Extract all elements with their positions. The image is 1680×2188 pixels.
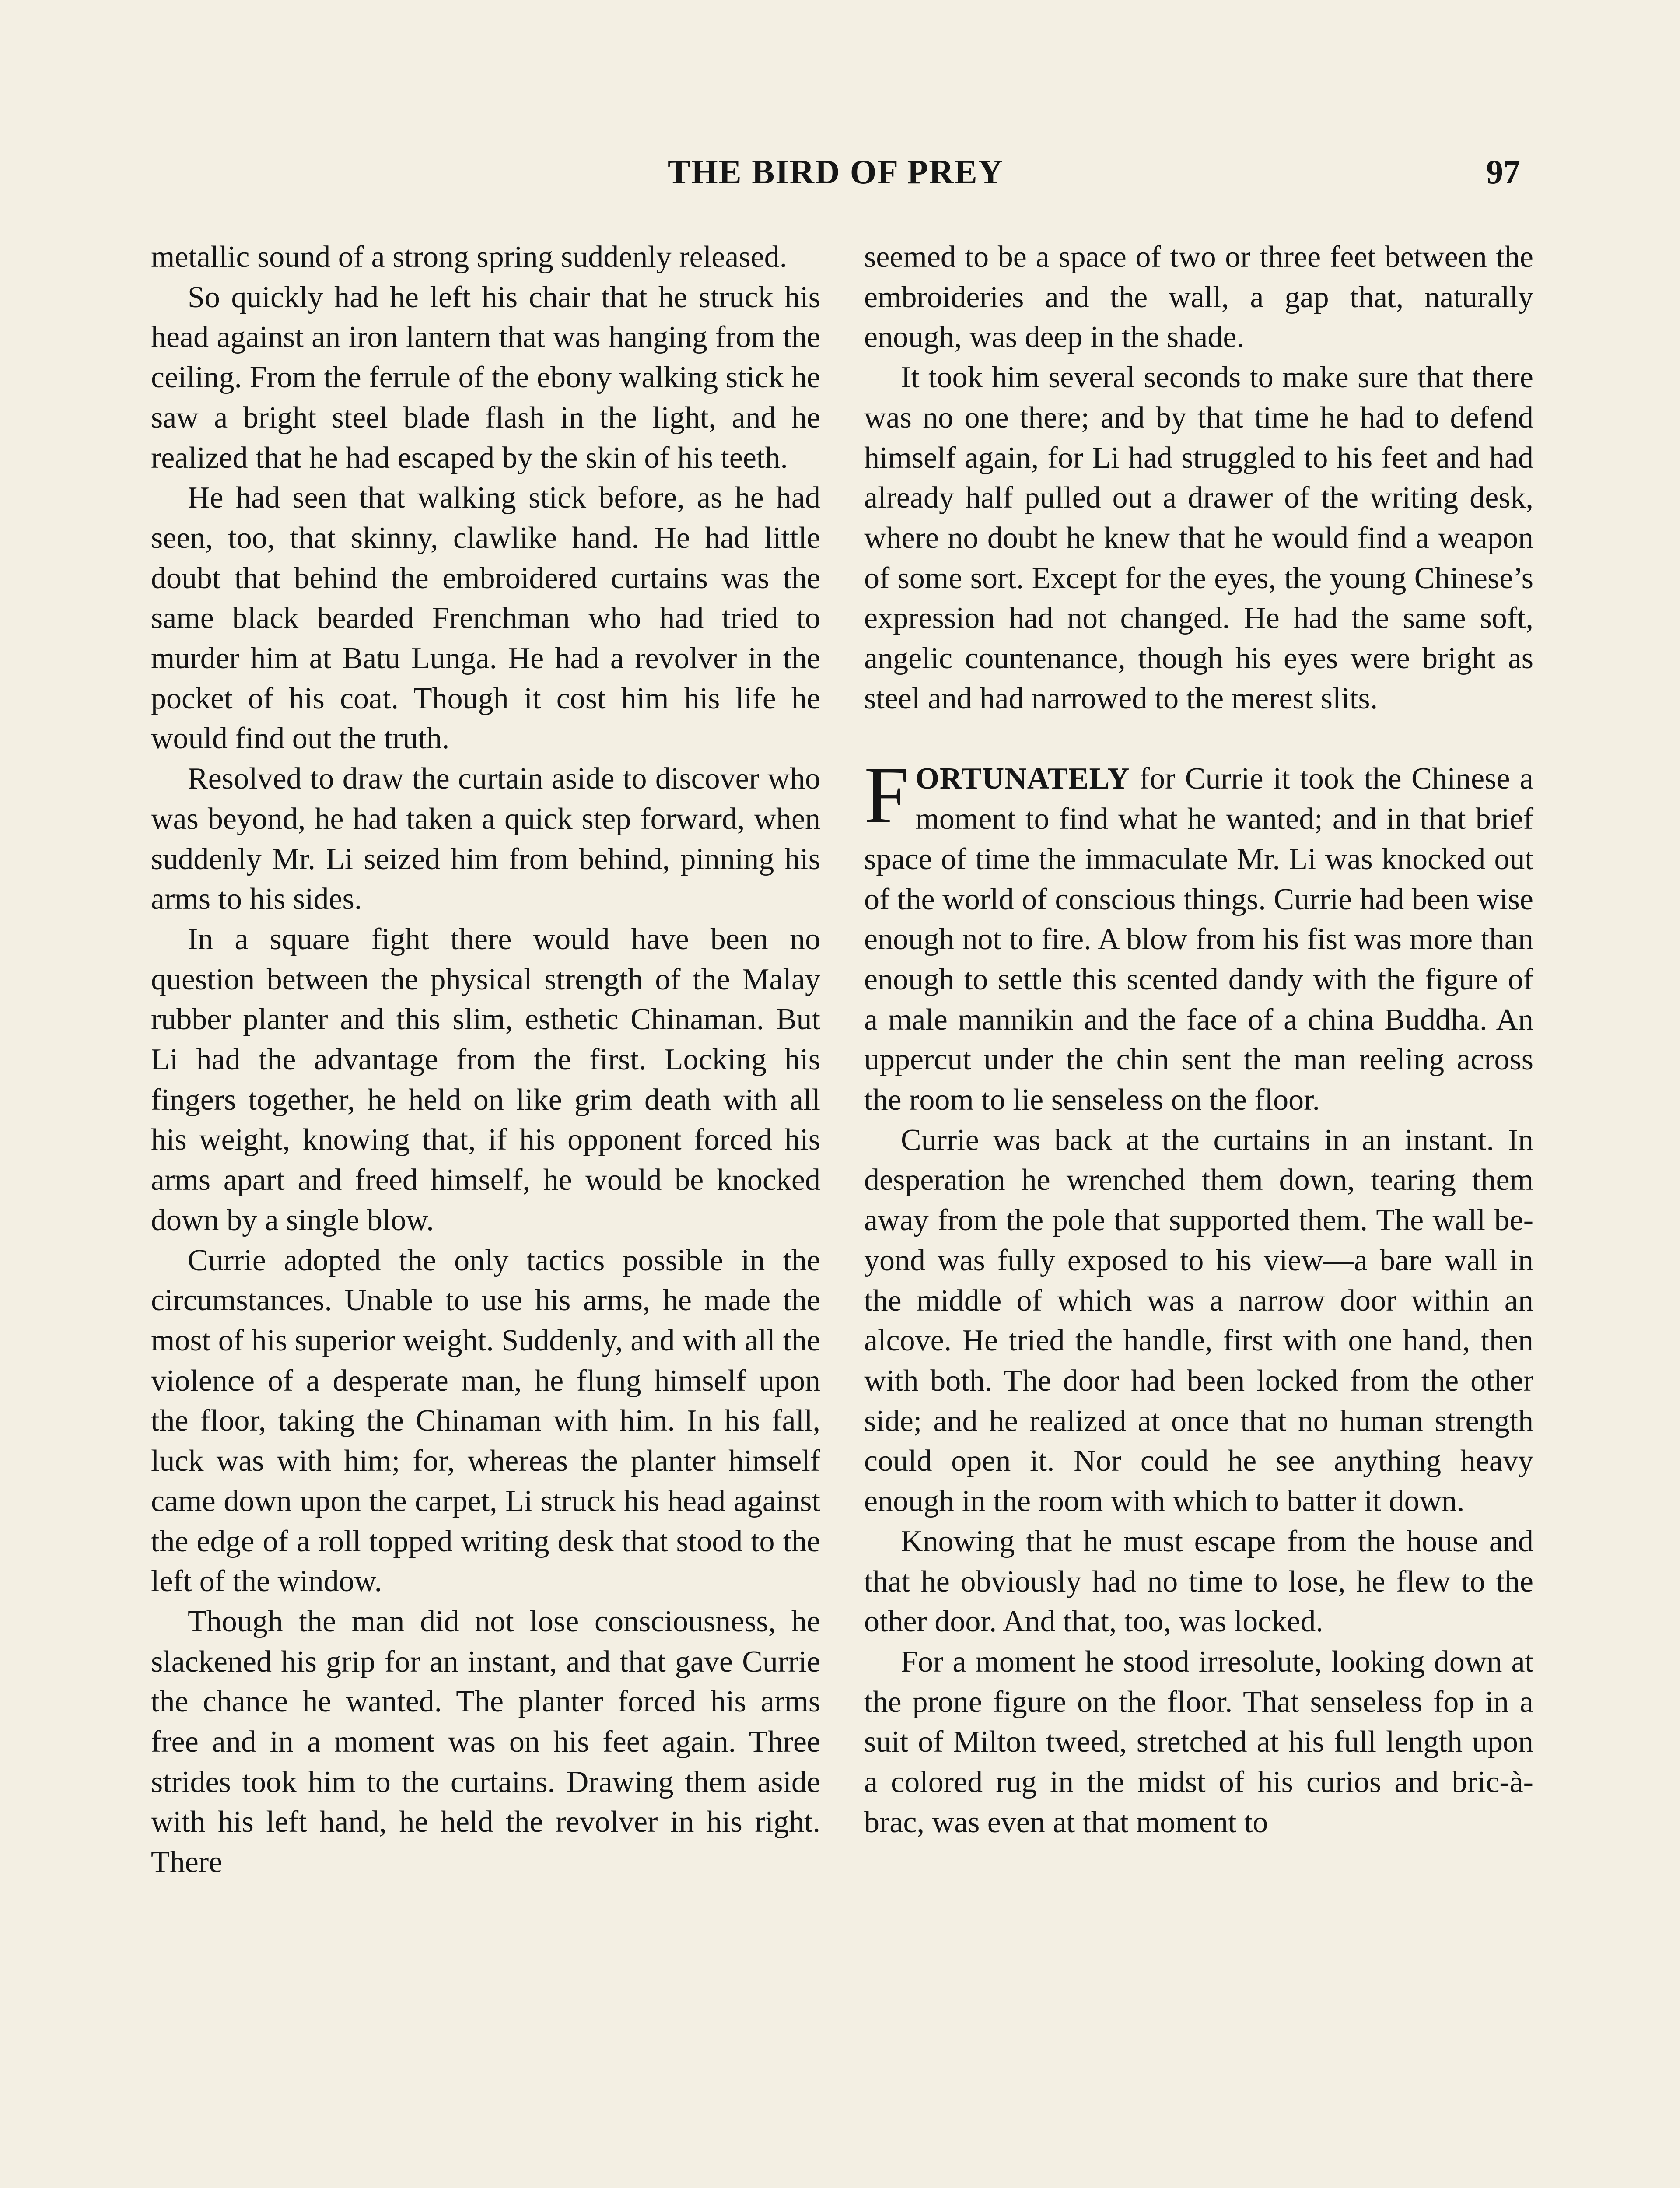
page-number: 97 [1486,153,1520,191]
paragraph: So quickly had he left his chair that he struck his head against an iron lantern that was hanging from the ceiling. From the ferrule of the ebony walking stick he saw a bright steel blade flash in the light, and he realized that he had escaped by the skin of his teeth. [151,280,820,475]
section-lead-word: ORTUNATELY [915,762,1130,796]
left-column [151,237,820,1883]
paragraph: Currie adopted the only tactics possible in the circumstances. Unable to use his arms, he made the most of his superior weight. Suddenly, and with all the violence of a desperate man, he flung himself upon the floor, taking the Chinaman with him. In his fall, luck was with him; for, whereas the planter himself came down upon the carpet, Li struck his head against the edge of a roll topped writing desk that stood to the left of the window. [151,1243,820,1599]
paragraph: For a moment he stood irresolute, looking down at the prone figure on the floor. That senseless fop in a suit of Milton tweed, stretched at his full length upon a colored rug in the midst of his curios and bric-à-brac, was even at that moment to [864,1645,1533,1839]
paragraph: seemed to be a space of two or three feet between the embroideries and the wall, a gap that, naturally enough, was deep in the shade. [864,240,1533,354]
paragraph: It took him several seconds to make sure that there was no one there; and by that time he had to defend himself again, for Li had struggled to his feet and had already half pulled out a drawer of the writing desk, where no doubt he knew that he would find a weapon of some sort. Except for the eyes, the young Chinese’s expression had not changed. He had the same soft, angelic countenance, though his eyes were bright as steel and had narrowed to the merest slits. [864,361,1533,715]
running-title: THE BIRD OF PREY [667,153,1004,191]
paragraph: In a square fight there would have been no question between the physical strength of the Malay rubber planter and this slim, esthetic Chinaman. But Li had the advantage from the first. Locking his fingers together, he held on like grim death with all his weight, knowing that, if his opponent forced his arms apart and freed himself, he would be knocked down by a single blow. [151,922,820,1237]
page-header [151,152,1520,200]
section-body: for Currie it took the Chinese a moment to find what he wanted; and in that brief space of time the immaculate Mr. Li was knocked out of the world of conscious things. Currie had been wise enough not to fire. A blow from his fist was more than enough to settle this scented dandy with the figure of a male mannikin and the face of a china Buddha. An uppercut under the chin sent the man reeling across the room to lie senseless on the floor. [864,762,1533,1117]
paragraph: Though the man did not lose consciousness, he slackened his grip for an instant, and that gave Currie the chance he wanted. The planter forced his arms free and in a moment was on his feet again. Three strides took him to the curtains. Drawing them aside with his left hand, he held the revolver in his right. There [151,1604,820,1879]
section-opening-paragraph [864,750,1533,1120]
right-column [864,237,1533,1842]
paragraph: Resolved to draw the curtain aside to discover who was beyond, he had taken a quick step forward, when suddenly Mr. Li seized him from behind, pinning his arms to his sides. [151,762,820,916]
paragraph: Knowing that he must escape from the house and that he obviously had no time to lose, he flew to the other door. And that, too, was locked. [864,1524,1533,1639]
paragraph: Currie was back at the curtains in an instant. In desperation he wrenched them down, tearing them away from the pole that supported them. The wall beyond was fully exposed to his view—a bare wall in the middle of which was a narrow door within an alcove. He tried the handle, first with one hand, then with both. The door had been locked from the other side; and he realized at once that no human strength could open it. Nor could he see anything heavy enough in the room with which to batter it down. [864,1123,1533,1518]
drop-cap: F [864,750,910,841]
paragraph: He had seen that walking stick before, as he had seen, too, that skinny, clawlike hand. He had little doubt that behind the embroidered curtains was the same black bearded Frenchman who had tried to murder him at Batu Lunga. He had a revolver in the pocket of his coat. Though it cost him his life he would find out the truth. [151,481,820,756]
paragraph: metallic sound of a strong spring suddenly released. [151,240,788,274]
